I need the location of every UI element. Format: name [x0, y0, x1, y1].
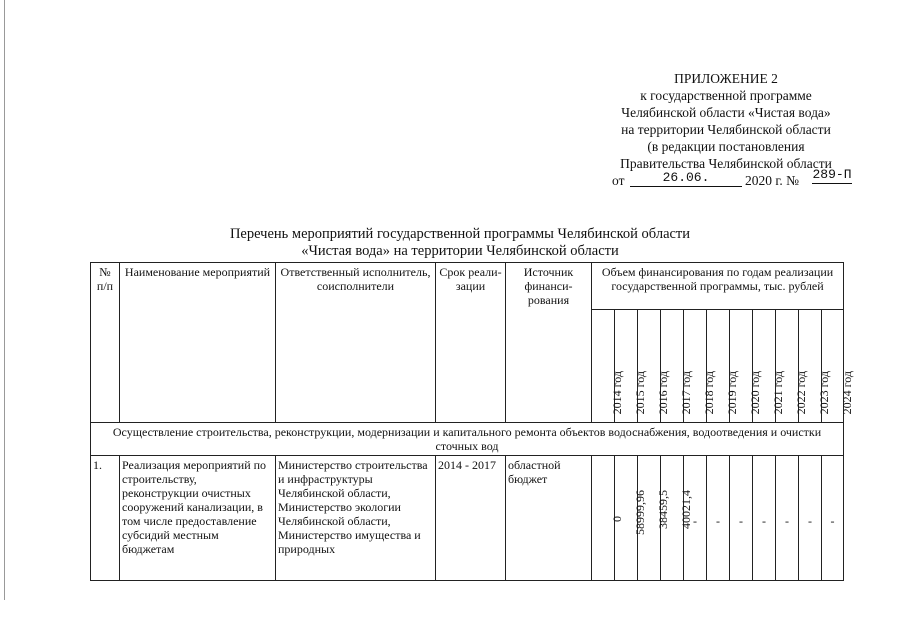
year-header [615, 310, 647, 423]
value-cell [822, 456, 844, 581]
value-cell [684, 456, 707, 581]
year-label: 2016 год [656, 370, 670, 414]
appendix-line: ПРИЛОЖЕНИЕ 2 [674, 71, 778, 86]
value-cell [661, 456, 693, 581]
col-header-name: Наименование мероприятий [120, 263, 276, 423]
year-header [592, 310, 624, 423]
row-source: областной бюджет [506, 456, 592, 581]
year-label: 2022 год [794, 370, 808, 414]
section-row [91, 423, 844, 456]
year-label: 2019 год [725, 370, 739, 414]
value-2020: - [739, 514, 743, 528]
value-2014: 0 [610, 516, 624, 522]
year-label: 2021 год [771, 370, 785, 414]
decree-number: 289-П [812, 167, 852, 182]
document-title [170, 226, 750, 260]
value-2023: - [808, 514, 812, 528]
page-edge-line [4, 0, 5, 600]
year-header [730, 310, 762, 423]
value-2022: - [785, 514, 789, 528]
value-cell [753, 456, 776, 581]
value-cell [638, 456, 670, 581]
row-term: 2014 - 2017 [436, 456, 506, 581]
appendix-line: Правительства Челябинской области [620, 156, 832, 171]
year-header [799, 310, 831, 423]
appendix-line: Челябинской области «Чистая вода» [621, 105, 831, 120]
year-label: 2018 год [702, 370, 716, 414]
year-header [822, 310, 854, 423]
from-label: от [612, 173, 625, 188]
year-label: 2023 год [817, 370, 831, 414]
appendix-line: на территории Челябинской области [621, 122, 831, 137]
row-name: Реализация мероприятий по строительству, реконструкции очистных сооружений канализации, в том числе предоставление субсидий местным бюджетам [120, 456, 276, 581]
value-2021: - [762, 514, 766, 528]
title-line-2: «Чистая вода» на территории Челябинской области [301, 243, 619, 259]
value-2019: - [716, 514, 720, 528]
col-header-term: Срок реали- зации [436, 263, 506, 423]
col-header-num: № п/п [91, 263, 120, 423]
year-label: 2017 год [679, 370, 693, 414]
value-2016: 38459,5 [656, 490, 670, 529]
value-cell [707, 456, 730, 581]
value-2017: 40021,4 [679, 490, 693, 529]
year-label: 2015 год [633, 370, 647, 414]
table-row [91, 456, 844, 581]
appendix-block [600, 70, 852, 189]
year-header [707, 310, 739, 423]
decree-date-line [600, 167, 852, 189]
year-label: 2020 год [748, 370, 762, 414]
measures-table [90, 262, 854, 581]
value-2024: - [830, 514, 835, 528]
year-header [776, 310, 808, 423]
value-cell [799, 456, 822, 581]
year-header [753, 310, 785, 423]
appendix-line: к государственной программе [640, 88, 812, 103]
value-cell [615, 456, 647, 581]
decree-date: 26.06. [630, 169, 742, 187]
header-row [91, 263, 844, 310]
col-header-funding: Объем финансирования по годам реализации государственной программы, тыс. рублей [592, 263, 844, 310]
decree-year: 2020 г. № [745, 173, 800, 188]
row-executor: Министерство строительства и инфраструктуры Челябинской области, Министерство экологии Челябинской области, Министерство имущества и природных [276, 456, 436, 581]
value-2018: - [693, 514, 697, 528]
year-label: 2014 год [610, 370, 624, 414]
value-2015: 58999,96 [633, 490, 647, 535]
year-label: 2024 год [839, 370, 854, 414]
col-header-executor: Ответственный исполнитель, соисполнители [276, 263, 436, 423]
section-title: Осуществление строительства, реконструкции, модернизации и капитального ремонта объектов водоснабжения, водоотведения и очистки сточных вод [91, 423, 844, 456]
value-cell [730, 456, 753, 581]
col-header-source: Источник финанси- рования [506, 263, 592, 423]
title-line-1: Перечень мероприятий государственной программы Челябинской области [229, 226, 691, 242]
year-header [661, 310, 693, 423]
year-header [684, 310, 716, 423]
row-num: 1. [91, 456, 120, 581]
appendix-line: (в редакции постановления [647, 139, 805, 154]
value-cell [592, 456, 624, 581]
value-cell [776, 456, 799, 581]
year-header [638, 310, 670, 423]
